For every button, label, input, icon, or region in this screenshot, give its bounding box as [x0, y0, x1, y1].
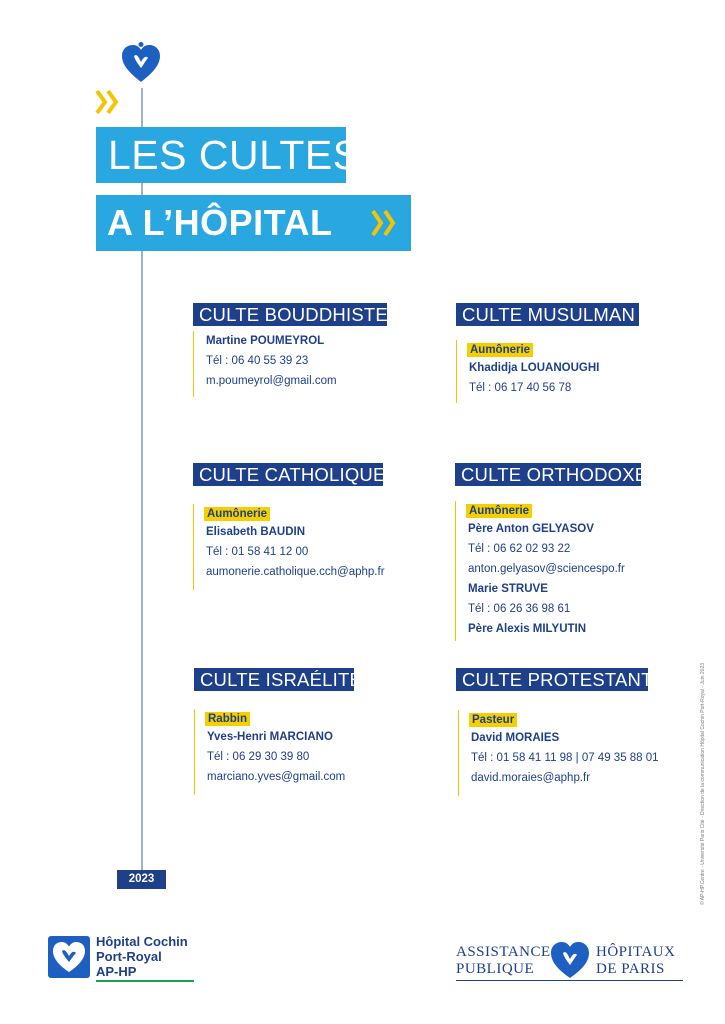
- section-block-protestant: [458, 710, 659, 796]
- aphp-logo: [456, 940, 683, 982]
- contact-name: David MORAIES: [471, 732, 560, 744]
- section-title-bouddhiste: CULTE BOUDDHISTE: [193, 303, 387, 326]
- contact-phone: Tél : 06 62 02 93 22: [468, 543, 571, 555]
- contact-phone: Tél : 01 58 41 12 00: [206, 546, 309, 558]
- role-tag: Aumônerie: [466, 504, 532, 518]
- contact-phone: Tél : 06 17 40 56 78: [469, 382, 572, 394]
- aphp-right2: DE PARIS: [596, 961, 665, 977]
- contact-email[interactable]: aumonerie.catholique.cch@aphp.fr: [206, 566, 385, 578]
- contact-phone: Tél : 01 58 41 11 98 | 07 49 35 88 01: [471, 752, 659, 764]
- role-tag: Aumônerie: [467, 343, 533, 357]
- cochin-logo-text: [96, 934, 188, 979]
- contact-name: Elisabeth BAUDIN: [206, 526, 306, 538]
- section-title-orthodoxe: CULTE ORTHODOXE: [455, 463, 641, 486]
- contact-phone: Tél : 06 29 30 39 80: [207, 751, 310, 763]
- aphp-underline: [456, 980, 683, 981]
- section-title-catholique: CULTE CATHOLIQUE: [193, 463, 383, 486]
- contact-name: Père Alexis MILYUTIN: [468, 623, 587, 635]
- role-tag: Rabbin: [205, 712, 250, 726]
- role-tag: Aumônerie: [204, 507, 270, 521]
- section-block-bouddhiste: [193, 331, 337, 397]
- cochin-line1: Hôpital Cochin: [96, 934, 188, 949]
- section-block-catholique: [193, 504, 385, 590]
- contact-email[interactable]: anton.gelyasov@sciencespo.fr: [468, 563, 625, 575]
- contact-name: Khadidja LOUANOUGHI: [469, 362, 600, 374]
- contact-email[interactable]: marciano.yves@gmail.com: [207, 771, 346, 783]
- aphp-left2: PUBLIQUE: [456, 961, 535, 977]
- role-tag: Pasteur: [469, 713, 517, 727]
- section-title-protestant: CULTE PROTESTANT: [456, 668, 648, 691]
- page-title-line1: LES CULTES: [96, 127, 346, 183]
- year-badge: 2023: [117, 870, 166, 889]
- page-title-line2-text: A L’HÔPITAL: [107, 202, 333, 243]
- aphp-right1: HÔPITAUX: [596, 944, 676, 960]
- double-chevron-icon: [370, 209, 400, 237]
- contact-phone: Tél : 06 40 55 39 23: [206, 355, 309, 367]
- contact-name: Père Anton GELYASOV: [468, 523, 594, 535]
- section-block-musulman: [456, 340, 599, 403]
- page-title-line2: [96, 195, 411, 251]
- section-block-israelite: [194, 709, 345, 795]
- aphp-heart-icon: [549, 938, 591, 980]
- section-title-musulman: CULTE MUSULMAN: [456, 303, 639, 326]
- cochin-underline: [96, 980, 194, 982]
- aphp-logo-left: [456, 944, 551, 978]
- cochin-line3: AP-HP: [96, 964, 137, 979]
- aphp-heart-logo-icon: [121, 42, 161, 84]
- aphp-logo-right: [596, 944, 675, 978]
- credit-text: © AP-HP.Centre - Université Paris Cité - Direction de la communication Hôpital Cochin Port-Royal - Juin 2023: [700, 662, 706, 905]
- section-title-israelite: CULTE ISRAÉLITE: [194, 668, 354, 691]
- section-block-orthodoxe: [455, 501, 625, 641]
- contact-name: Yves-Henri MARCIANO: [207, 731, 333, 743]
- contact-email[interactable]: david.moraies@aphp.fr: [471, 772, 591, 784]
- cochin-heart-logo-icon: [48, 936, 90, 978]
- contact-email[interactable]: m.poumeyrol@gmail.com: [206, 375, 337, 387]
- double-chevron-icon: [95, 89, 121, 115]
- aphp-left1: ASSISTANCE: [456, 944, 551, 960]
- contact-phone: Tél : 06 26 36 98 61: [468, 603, 571, 615]
- cochin-line2: Port-Royal: [96, 949, 162, 964]
- contact-name: Martine POUMEYROL: [206, 335, 325, 347]
- contact-name: Marie STRUVE: [468, 583, 548, 595]
